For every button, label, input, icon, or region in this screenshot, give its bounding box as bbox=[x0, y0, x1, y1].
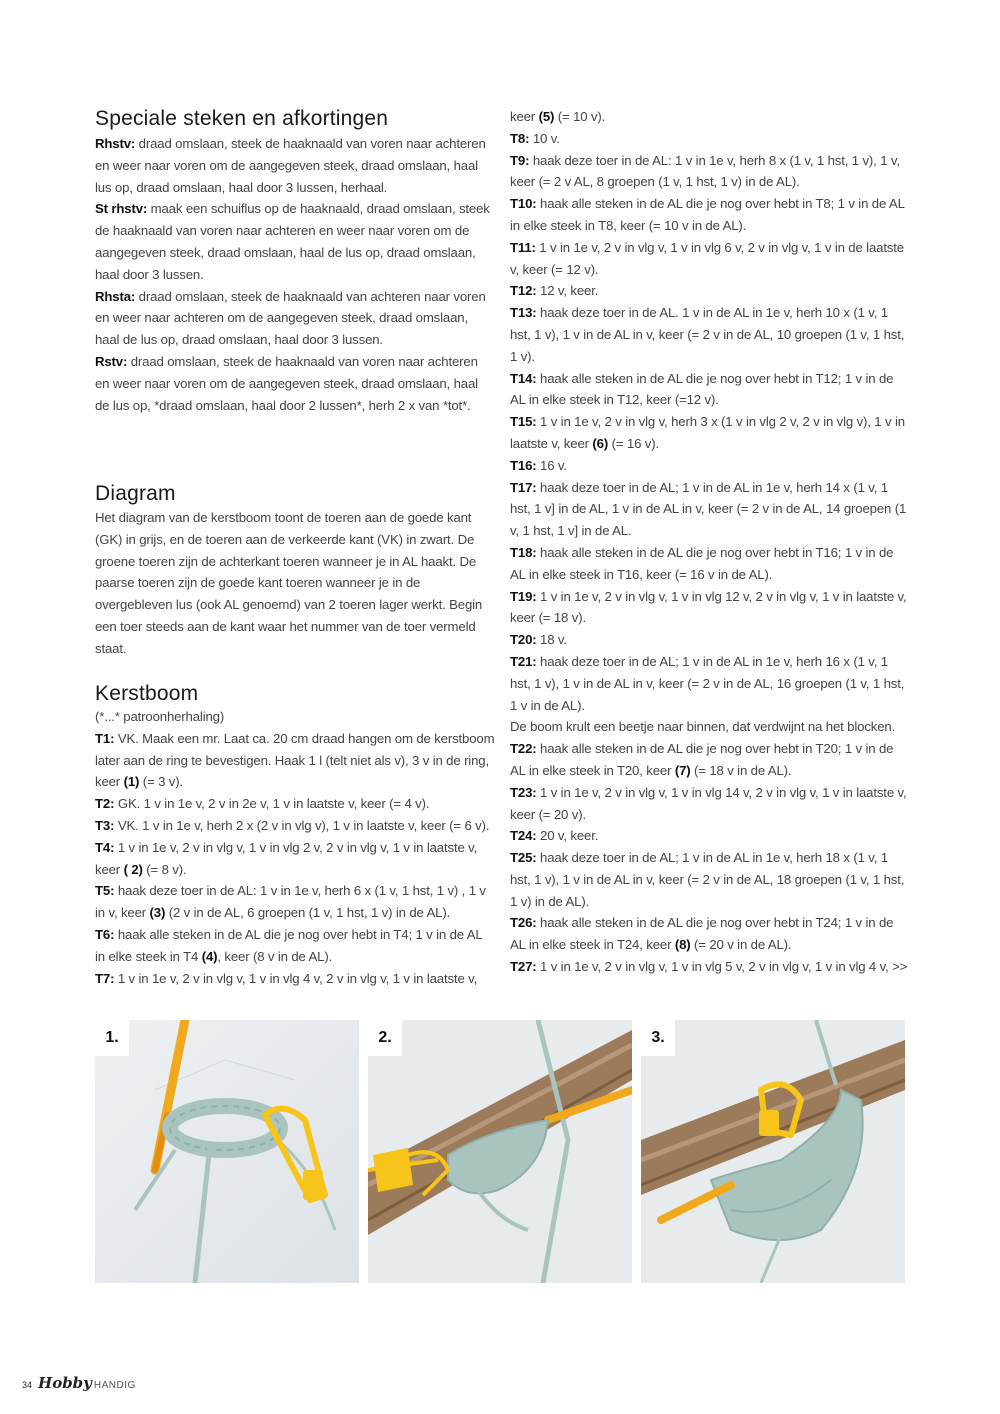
row-label: (7) bbox=[674, 762, 691, 778]
row-label: T7: bbox=[95, 970, 115, 986]
step-number: 3. bbox=[641, 1020, 675, 1056]
row-text: 1 v in 1e v, 2 v in vlg v, herh 3 x (1 v in vlg 2 v, 2 v in vlg v), 1 v in laatste v, keer bbox=[510, 414, 905, 451]
row-text: (= 3 v). bbox=[139, 774, 183, 790]
row-text: 10 v. bbox=[529, 130, 560, 146]
speciale-item bbox=[95, 351, 495, 416]
pattern-row bbox=[510, 912, 910, 956]
pattern-row bbox=[510, 738, 910, 782]
pattern-row bbox=[95, 968, 495, 990]
brand-logo-sub: HANDIG bbox=[93, 1380, 136, 1391]
pattern-row bbox=[510, 302, 910, 367]
row-text: 1 v in 1e v, 2 v in vlg v, 1 v in vlg 5 v, 2 v in vlg v, 1 v in vlg 4 v, >> bbox=[536, 959, 908, 975]
row-text: (= 8 v). bbox=[142, 861, 187, 877]
row-label: T1: bbox=[95, 730, 115, 746]
row-text: 1 v in 1e v, 2 v in vlg v, 1 v in vlg 6 v, 2 v in vlg v, 1 v in de laatste v, keer (= 12 v). bbox=[510, 239, 904, 277]
row-text: (2 v in de AL, 6 groepen (1 v, 1 hst, 1 v) in de AL). bbox=[165, 905, 451, 921]
row-label: (5) bbox=[538, 109, 555, 124]
row-text: 12 v, keer. bbox=[536, 283, 599, 299]
diagram-text: Het diagram van de kerstboom toont de toeren aan de goede kant (GK) in grijs, en de toeren aan de verkeerde kant (VK) in zwart. De groene toeren zijn de achterkant toeren wanneer je in AL haakt. De paarse toeren zijn de goede kant toeren wanneer je in de overgebleven lus (ook AL genoemd) van 2 toeren lager werkt. Begin een toer steeds aan de kant waar het nummer van de toer vermeld staat. bbox=[95, 510, 483, 656]
crochet-step-photo-icon bbox=[641, 1020, 905, 1283]
crochet-step-photo-icon bbox=[95, 1020, 359, 1283]
term: Rhstv: bbox=[95, 136, 136, 151]
pattern-row bbox=[510, 825, 910, 847]
row-text: (= 10 v). bbox=[554, 109, 606, 124]
row-text: 20 v, keer. bbox=[536, 828, 599, 844]
pattern-row bbox=[510, 782, 910, 826]
row-label: T3: bbox=[95, 817, 115, 833]
row-text: VK. 1 v in 1e v, herh 2 x (2 v in vlg v), 1 v in laatste v, keer (= 6 v). bbox=[114, 817, 490, 833]
term: Rstv: bbox=[95, 353, 128, 369]
row-text: VK. Maak een mr. Laat ca. 20 cm draad hangen om de kerstboom later aan de ring te bevestigen. Haak 1 l (telt niet als v), 3 v in de ring, keer bbox=[95, 730, 495, 790]
row-label: T23: bbox=[510, 784, 537, 800]
row-label: T25: bbox=[510, 850, 537, 866]
pattern-row bbox=[510, 847, 910, 912]
row-label: T12: bbox=[510, 283, 537, 299]
row-text: , keer (8 v in de AL). bbox=[217, 948, 333, 964]
row-label: T14: bbox=[510, 370, 537, 386]
row-label: T16: bbox=[510, 457, 537, 473]
row-label: (8) bbox=[674, 937, 691, 953]
section-title-speciale: Speciale steken en afkortingen bbox=[95, 107, 389, 130]
row-label: ( 2) bbox=[123, 861, 143, 877]
row-label: T17: bbox=[510, 479, 537, 495]
row-text: De boom krult een beetje naar binnen, dat verdwijnt na het blocken. bbox=[510, 719, 896, 735]
speciale-list bbox=[95, 133, 495, 416]
pattern-row bbox=[510, 629, 910, 651]
row-label: T8: bbox=[510, 130, 530, 146]
row-text: 1 v in 1e v, 2 v in vlg v, 1 v in vlg 14 v, 2 v in vlg v, 1 v in laatste v, keer (= 20 v). bbox=[510, 784, 907, 822]
pattern-row bbox=[510, 280, 910, 302]
row-text: haak deze toer in de AL; 1 v in de AL in 1e v, herh 16 x (1 v, 1 hst, 1 v), 1 v in de AL in v, keer (= 2 v in de AL, 16 groepen (1 v, 1 hst, 1 v in de AL). bbox=[510, 653, 905, 713]
row-text: haak alle steken in de AL die je nog over hebt in T4; 1 v in de AL in elke steek in T4 bbox=[95, 926, 483, 964]
definition: maak een schuiflus op de haaknaald, draad omslaan, steek de haaknaald van voren naar achteren en weer naar voren om de aangegeven steek, draad omslaan, haal de lus op, draad omslaan, haal door 3 lussen. bbox=[95, 201, 490, 282]
row-label: T13: bbox=[510, 305, 537, 321]
speciale-item bbox=[95, 133, 495, 198]
row-label: T15: bbox=[510, 414, 537, 430]
step-photo-1 bbox=[95, 1020, 359, 1283]
definition: draad omslaan, steek de haaknaald van voren naar achteren en weer naar voren om de aangegeven steek, draad omslaan, haal de lus op, *draad omslaan, haal door 2 lussen*, herh 2 x van *tot*. bbox=[95, 353, 478, 413]
crochet-step-photo-icon bbox=[368, 1020, 632, 1283]
row-label: T21: bbox=[510, 653, 537, 669]
pattern-row bbox=[95, 924, 495, 968]
row-text: 1 v in 1e v, 2 v in vlg v, 1 v in vlg 4 v, 2 v in vlg v, 1 v in laatste v, bbox=[114, 970, 478, 986]
pattern-row bbox=[95, 815, 495, 837]
section-title-diagram: Diagram bbox=[95, 482, 176, 505]
row-label: (4) bbox=[201, 948, 218, 964]
row-label: T11: bbox=[510, 239, 536, 255]
row-label: T18: bbox=[510, 544, 537, 560]
definition: draad omslaan, steek de haaknaald van voren naar achteren en weer naar voren om de aangegeven steek, draad omslaan, haal lus op, draad omslaan, haal door 3 lussen, herhaal. bbox=[95, 136, 486, 195]
pattern-row bbox=[510, 368, 910, 412]
step-photo-2 bbox=[368, 1020, 632, 1283]
kerstboom-rows bbox=[95, 706, 495, 989]
pattern-row bbox=[510, 651, 910, 716]
section-title-kerstboom: Kerstboom bbox=[95, 682, 199, 705]
pattern-row bbox=[510, 193, 910, 237]
speciale-item bbox=[95, 286, 495, 351]
term: Rhsta: bbox=[95, 288, 136, 304]
pattern-subtitle: (*...* patroonherhaling) bbox=[95, 709, 225, 724]
pattern-row bbox=[510, 455, 910, 477]
row-text: haak deze toer in de AL; 1 v in de AL in 1e v, herh 14 x (1 v, 1 hst, 1 v] in de AL, 1 v in de AL in v, keer (= 2 v in de AL, 14 groepen (1 v, 1 hst, 1 v] in de AL. bbox=[510, 479, 907, 539]
row-text: 16 v. bbox=[536, 457, 567, 473]
row-text: haak alle steken in de AL die je nog over hebt in T20; 1 v in de AL in elke steek in T20, keer bbox=[510, 741, 894, 778]
step-photos bbox=[95, 1020, 905, 1283]
row-text: haak alle steken in de AL die je nog over hebt in T24; 1 v in de AL in elke steek in T24, keer bbox=[510, 915, 894, 953]
pattern-row bbox=[95, 793, 495, 815]
row-label: T5: bbox=[95, 883, 115, 899]
row-label: (6) bbox=[592, 435, 609, 451]
pattern-row bbox=[510, 586, 910, 630]
pattern-row bbox=[510, 237, 910, 281]
pattern-row bbox=[510, 477, 910, 542]
pattern-note bbox=[510, 716, 910, 738]
pattern-row bbox=[95, 728, 495, 793]
row-text: (= 16 v). bbox=[608, 435, 659, 451]
row-label: T4: bbox=[95, 839, 115, 855]
row-text: 18 v. bbox=[536, 632, 567, 648]
row-label: T24: bbox=[510, 828, 537, 844]
row-label: T22: bbox=[510, 741, 537, 757]
row-label: T20: bbox=[510, 632, 537, 648]
row-label: T10: bbox=[510, 196, 537, 212]
row-label: (3) bbox=[149, 905, 166, 921]
brand-logo: Hobby bbox=[38, 1374, 92, 1392]
step-number: 1. bbox=[95, 1020, 129, 1056]
page-number: 34 bbox=[22, 1380, 33, 1390]
row-text: haak deze toer in de AL: 1 v in 1e v, herh 6 x (1 v, 1 hst, 1 v) , 1 v in v, keer bbox=[95, 883, 486, 921]
row-label: T19: bbox=[510, 588, 537, 604]
step-photo-3 bbox=[641, 1020, 905, 1283]
term: St rhstv: bbox=[95, 201, 148, 217]
definition: draad omslaan, steek de haaknaald van achteren naar voren en weer naar achteren om de aangegeven steek, draad omslaan, haal de lus op, draad omslaan, haal door 3 lussen. bbox=[95, 288, 486, 348]
row-text: haak alle steken in de AL die je nog over hebt in T8; 1 v in de AL in elke steek in T8, keer (= 10 v in de AL). bbox=[510, 196, 905, 233]
pattern-row bbox=[510, 542, 910, 586]
page-footer bbox=[22, 1374, 136, 1392]
row-label: T6: bbox=[95, 926, 115, 942]
pattern-row bbox=[510, 128, 910, 150]
row-text: 1 v in 1e v, 2 v in vlg v, 1 v in vlg 12 v, 2 v in vlg v, 1 v in laatste v, keer (= 18 v). bbox=[510, 588, 907, 626]
pattern-row bbox=[510, 956, 910, 978]
pattern-row bbox=[510, 150, 910, 194]
pattern-row bbox=[510, 106, 910, 128]
row-text: haak alle steken in de AL die je nog over hebt in T12; 1 v in de AL in elke steek in T12, keer (=12 v). bbox=[510, 370, 894, 408]
pattern-row bbox=[95, 837, 495, 881]
row-label: T26: bbox=[510, 915, 537, 931]
row-text: keer bbox=[510, 109, 539, 124]
row-text: haak deze toer in de AL. 1 v in de AL in 1e v, herh 10 x (1 v, 1 hst, 1 v), 1 v in de AL in v, keer (= 2 v in de AL, 10 groepen (1 v, 1 hst, 1 v). bbox=[510, 305, 905, 364]
right-column bbox=[510, 106, 910, 978]
pattern-row bbox=[510, 411, 910, 455]
pattern-row bbox=[95, 880, 495, 924]
row-label: T9: bbox=[510, 152, 530, 168]
speciale-item bbox=[95, 198, 495, 285]
step-number: 2. bbox=[368, 1020, 402, 1056]
row-label: T2: bbox=[95, 796, 115, 812]
row-label: T27: bbox=[510, 959, 537, 975]
row-text: haak alle steken in de AL die je nog over hebt in T16; 1 v in de AL in elke steek in T16, keer (= 16 v in de AL). bbox=[510, 544, 894, 582]
row-text: GK. 1 v in 1e v, 2 v in 2e v, 1 v in laatste v, keer (= 4 v). bbox=[114, 796, 430, 812]
row-text: (= 18 v in de AL). bbox=[690, 762, 792, 778]
row-text: haak deze toer in de AL: 1 v in 1e v, herh 8 x (1 v, 1 hst, 1 v), 1 v, keer (= 2 v AL, 8 groepen (1 v, 1 hst, 1 v) in de AL). bbox=[510, 152, 900, 190]
row-text: (= 20 v in de AL). bbox=[690, 937, 792, 953]
row-text: haak deze toer in de AL; 1 v in de AL in 1e v, herh 18 x (1 v, 1 hst, 1 v), 1 v in de AL in v, keer (= 2 v in de AL, 18 groepen (1 v, 1 hst, 1 v) in de AL). bbox=[510, 850, 905, 909]
row-text: 1 v in 1e v, 2 v in vlg v, 1 v in vlg 2 v, 2 v in vlg v, 1 v in laatste v, keer bbox=[95, 839, 478, 877]
row-label: (1) bbox=[123, 774, 140, 790]
